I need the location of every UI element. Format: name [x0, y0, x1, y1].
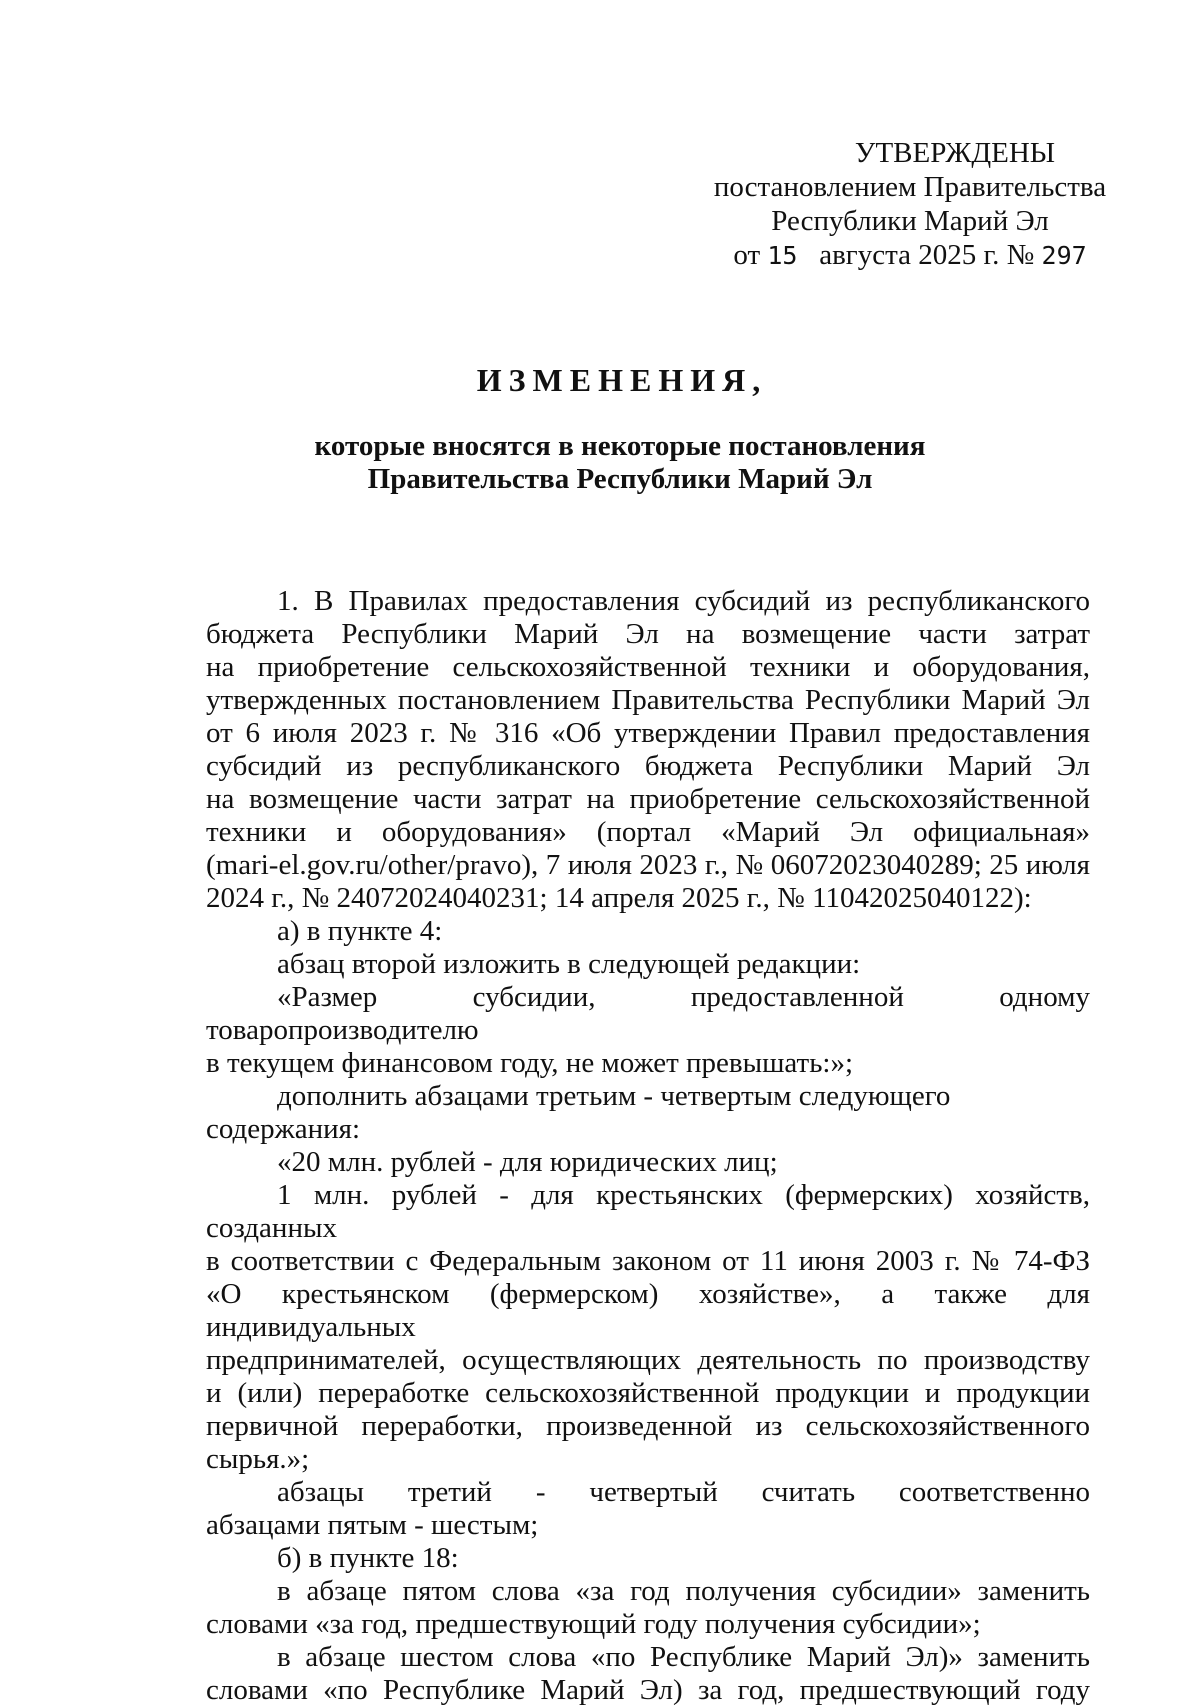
approval-stamp: [700, 136, 1120, 273]
approval-caps: УТВЕРЖДЕНЫ: [854, 137, 1056, 169]
approval-number: 297: [1041, 241, 1087, 270]
text-line: на приобретение сельскохозяйственной техники и оборудования,: [206, 651, 1090, 683]
text-line: абзацы третий - четвертый считать соответственно: [277, 1476, 1090, 1508]
text-line: от 6 июля 2023 г. № 316 «Об утверждении Правил предоставления: [206, 717, 1090, 749]
item-a-1mln: [206, 1179, 1090, 1476]
approval-line-1: постановлением Правительства: [713, 171, 1107, 203]
item-b: б) в пункте 18:: [277, 1542, 459, 1574]
paragraph-1: [206, 585, 1090, 915]
text-line: в соответствии с Федеральным законом от 11 июня 2003 г. № 74-ФЗ: [206, 1245, 1090, 1277]
document-subtitle: [0, 430, 1200, 496]
text-line: «Размер субсидии, предоставленной одному товаропроизводителю: [206, 981, 1090, 1046]
approval-date-prefix: от: [733, 239, 761, 271]
document-title: ИЗМЕНЕНИЯ,: [476, 362, 768, 398]
text-line: утвержденных постановлением Правительства Республики Марий Эл: [206, 684, 1090, 716]
text-line: 2024 г., № 24072024040231; 14 апреля 2025 г., № 11042025040122):: [206, 882, 1032, 914]
text-line: в абзаце шестом слова «по Республике Марий Эл)» заменить: [277, 1641, 1090, 1673]
text-line: в текущем финансовом году, не может превышать:»;: [206, 1047, 854, 1079]
text-line: 1. В Правилах предоставления субсидий из республиканского: [277, 585, 1090, 617]
item-a-abz: абзац второй изложить в следующей редакции:: [277, 948, 861, 980]
text-line: в абзаце пятом слова «за год получения субсидии» заменить: [277, 1575, 1090, 1607]
approval-date-mid: августа 2025 г. №: [819, 239, 1035, 271]
text-line: 1 млн. рублей - для крестьянских (фермерских) хозяйств, созданных: [206, 1179, 1090, 1244]
subtitle-line-2: Правительства Республики Марий Эл: [367, 463, 873, 495]
text-line: (mari-el.gov.ru/other/pravo), 7 июля 2023 г., № 06072023040289; 25 июля: [206, 849, 1090, 881]
item-a-shift: [206, 1476, 1090, 1542]
approval-line-2: Республики Марий Эл: [771, 205, 1049, 237]
subtitle-line-1: которые вносятся в некоторые постановления: [314, 430, 926, 462]
text-line: «О крестьянском (фермерском) хозяйстве», а также для индивидуальных: [206, 1278, 1090, 1343]
text-line: и (или) переработке сельскохозяйственной продукции и продукции: [206, 1377, 1090, 1409]
text-line: сырья.»;: [206, 1443, 310, 1475]
text-line: субсидий из республиканского бюджета Республики Марий Эл: [206, 750, 1090, 782]
text-line: абзацами пятым - шестым;: [206, 1509, 539, 1541]
item-a: а) в пункте 4:: [277, 915, 443, 947]
item-a-20mln: «20 млн. рублей - для юридических лиц;: [277, 1146, 778, 1178]
approval-date-day: 15: [767, 241, 798, 270]
item-b-abz5: [206, 1575, 1090, 1641]
document-body: [206, 585, 1090, 1707]
text-line: первичной переработки, произведенной из сельскохозяйственного: [206, 1410, 1090, 1442]
text-line: на возмещение части затрат на приобретение сельскохозяйственной: [206, 783, 1090, 815]
text-line: словами «по Республике Марий Эл) за год, предшествующий году: [206, 1674, 1090, 1706]
item-a-quote: [206, 981, 1090, 1080]
text-line: словами «за год, предшествующий году получения субсидии»;: [206, 1608, 981, 1640]
text-line: предпринимателей, осуществляющих деятельность по производству: [206, 1344, 1090, 1376]
item-b-abz6: [206, 1641, 1090, 1707]
item-a-add: дополнить абзацами третьим - четвертым следующего содержания:: [206, 1080, 951, 1145]
text-line: бюджета Республики Марий Эл на возмещение части затрат: [206, 618, 1090, 650]
approval-date: [700, 238, 1120, 273]
text-line: техники и оборудования» (портал «Марий Эл официальная»: [206, 816, 1090, 848]
